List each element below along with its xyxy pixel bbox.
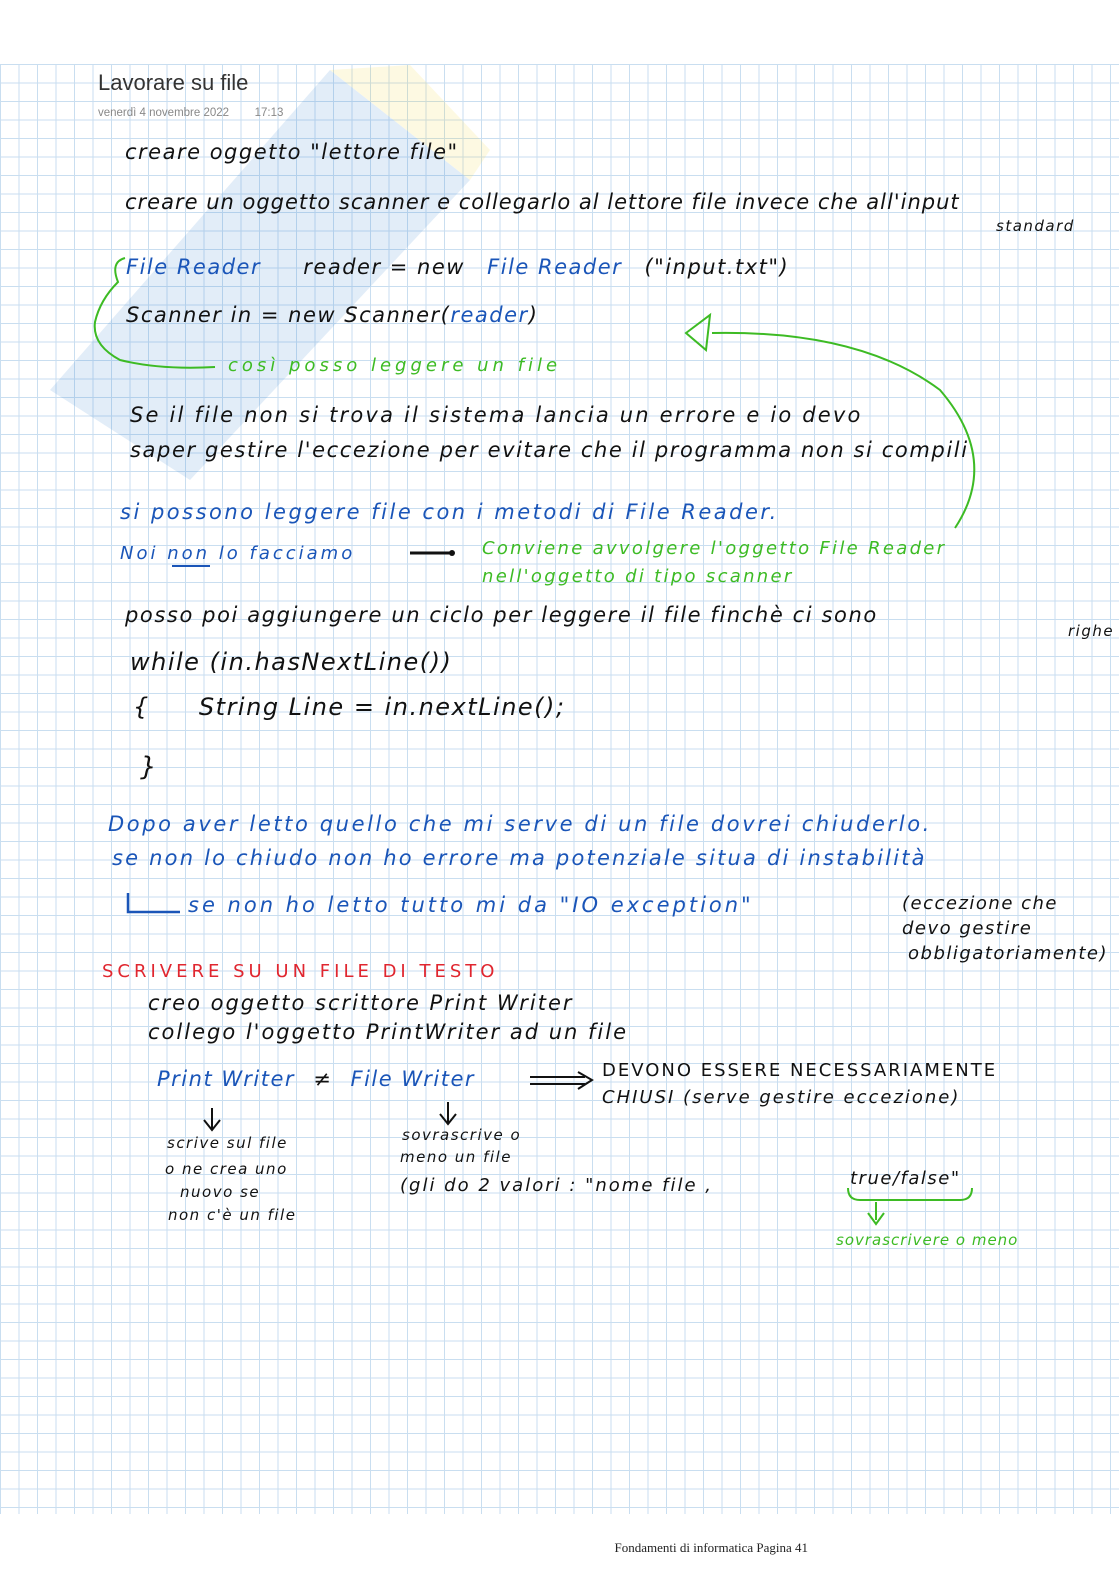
note-line-6: (eccezione che [902, 893, 1059, 914]
blue-note-5: se non ho letto tutto mi da "IO exception" [188, 893, 754, 917]
grid-paper [0, 64, 1119, 1514]
note-line-9a: DEVONO ESSERE NECESSARIAMENTE [602, 1060, 998, 1081]
note-line-10b: o ne crea uno [165, 1160, 288, 1178]
code1-class: File Reader [126, 255, 262, 279]
note-line-9b: CHIUSI (serve gestire eccezione) [602, 1087, 961, 1108]
code-line-1 [126, 255, 789, 279]
code-line-5: } [140, 752, 159, 782]
code1-class2: File Reader [487, 255, 623, 279]
note-line-11d: true/false" [850, 1168, 961, 1189]
note-line-10a: scrive sul file [167, 1134, 288, 1152]
file-writer-label: File Writer [350, 1067, 475, 1091]
note-line-11a: sovrascrive o [402, 1126, 522, 1144]
note-line-6b: devo gestire [902, 918, 1033, 939]
code1-var: reader = new [303, 255, 465, 279]
page-title: Lavorare su file [98, 70, 249, 95]
code2-start: Scanner in = new Scanner( [126, 303, 451, 327]
note-line-3: Se il file non si trova il sistema lancia un errore e io devo [130, 403, 863, 427]
note-line-10c: nuovo se [180, 1183, 261, 1201]
page-date [98, 107, 283, 119]
note-line-11c: (gli do 2 valori : "nome file , [400, 1175, 713, 1196]
not-equal-sign: ≠ [313, 1067, 333, 1091]
blue-note-4: se non lo chiudo non ho errore ma potenziale situa di instabilità [112, 846, 927, 870]
note-line-7: creo oggetto scrittore Print Writer [148, 991, 574, 1015]
section-heading: SCRIVERE SU UN FILE DI TESTO [102, 961, 499, 982]
code1-args: ("input.txt") [644, 255, 790, 279]
writer-compare [157, 1067, 475, 1091]
note-line-10d: non c'è un file [168, 1206, 297, 1224]
brace-open: { [133, 693, 150, 721]
print-writer-label: Print Writer [157, 1067, 296, 1091]
green-note-1: così posso leggere un file [228, 355, 562, 376]
code-line-2 [126, 303, 538, 327]
note-line-2: creare un oggetto scanner e collegarlo al lettore file invece che all'input [125, 190, 960, 214]
note-line-11b: meno un file [400, 1148, 512, 1166]
code-line-3: while (in.hasNextLine()) [130, 648, 453, 676]
blue-note-1: si possono leggere file con i metodi di File Reader. [120, 500, 779, 524]
blue-note-3: Dopo aver letto quello che mi serve di un file dovrei chiuderlo. [108, 812, 932, 836]
note-line-5b: righe [1068, 622, 1115, 640]
green-note-3: sovrascrivere o meno [836, 1231, 1019, 1249]
code2-reader: reader [450, 303, 529, 327]
note-line-2b: standard [996, 217, 1075, 235]
blue-note-2: Noi non lo facciamo [120, 543, 356, 564]
page-footer: Fondamenti di informatica Pagina 41 [614, 1540, 808, 1555]
note-line-1: creare oggetto "lettore file" [125, 140, 459, 164]
code-line-4 [133, 693, 565, 721]
code4-body: String Line = in.nextLine(); [198, 693, 566, 721]
code2-end: ) [528, 303, 539, 327]
note-line-8: collego l'oggetto PrintWriter ad un file [148, 1020, 629, 1044]
date-text: venerdì 4 novembre 2022 [98, 107, 230, 119]
note-line-5: posso poi aggiungere un ciclo per leggere il file finchè ci sono [125, 603, 878, 627]
time-text: 17:13 [254, 107, 284, 119]
note-line-6c: obbligatoriamente) [908, 943, 1108, 964]
green-note-2b: nell'oggetto di tipo scanner [482, 566, 794, 587]
note-line-4: saper gestire l'eccezione per evitare che il programma non si compili [130, 438, 969, 462]
green-note-2a: Conviene avvolgere l'oggetto File Reader [482, 538, 947, 559]
